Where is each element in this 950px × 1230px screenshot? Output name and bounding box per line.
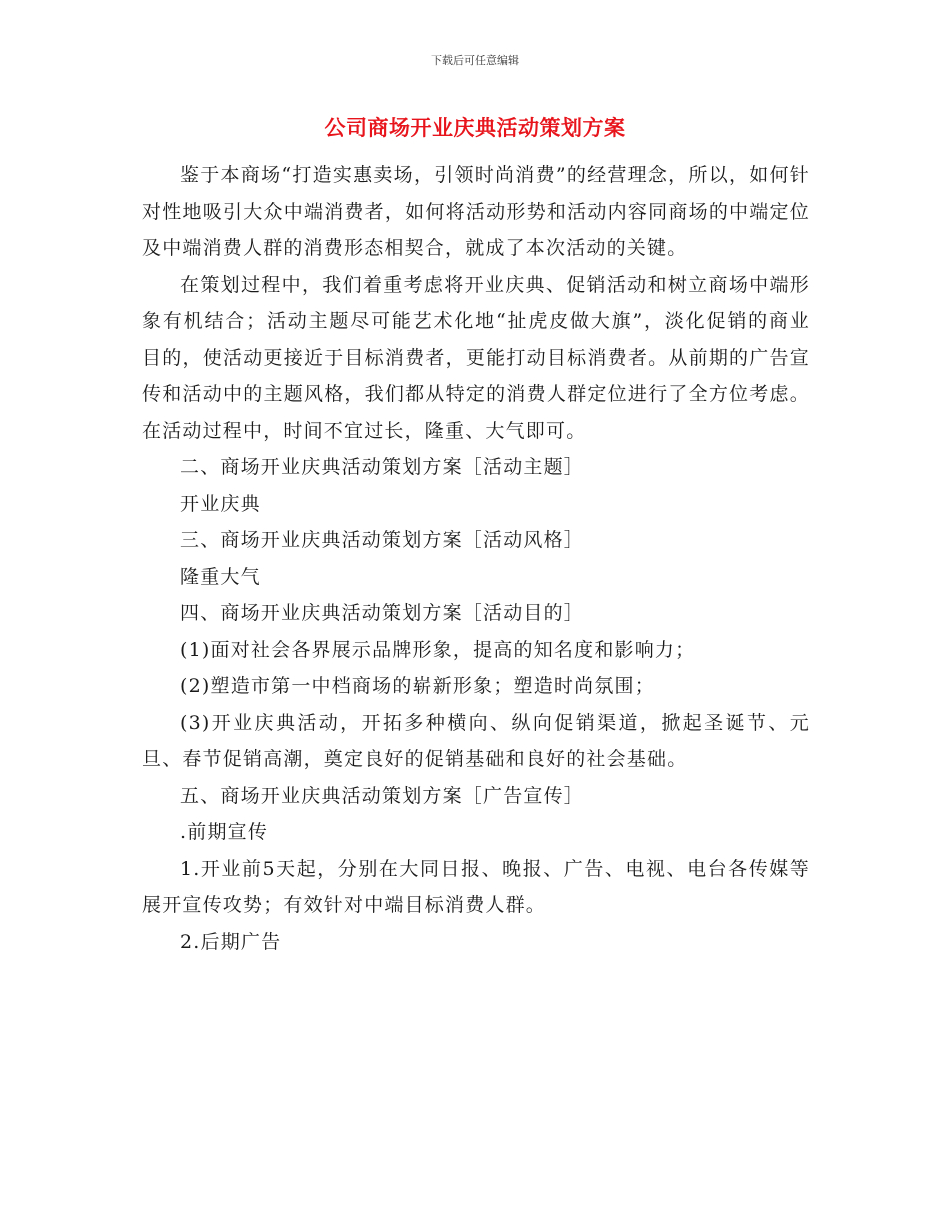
section-heading: 五、商场开业庆典活动策划方案［广告宣传］: [180, 784, 585, 807]
list-item: (2)塑造市第一中档商场的崭新形象；塑造时尚氛围；: [180, 675, 655, 697]
paragraph: 隆重大气: [180, 565, 261, 588]
section-heading: 四、商场开业庆典活动策划方案［活动目的］: [180, 602, 585, 624]
document-body: [142, 157, 810, 960]
paragraph: .前期宣传: [180, 821, 269, 843]
section-heading: 二、商场开业庆典活动策划方案［活动主题］: [180, 456, 585, 478]
paragraph: 在策划过程中，我们着重考虑将开业庆典、促销活动和树立商场中端形象有机结合；活动主题尽可能艺术化地“扯虎皮做大旗”，淡化促销的商业目的，使活动更接近于目标消费者，更能打动目标消费者。从前期的广告宣传和活动中的主题风格，我们都从特定的消费人群定位进行了全方位考虑。在活动过程中，时间不宜过长，隆重、大气即可。: [142, 273, 810, 442]
list-item: (1)面对社会各界展示品牌形象，提高的知名度和影响力；: [180, 638, 696, 661]
document-title: 公司商场开业庆典活动策划方案: [324, 116, 626, 140]
list-item: 1.开业前5天起，分别在大同日报、晚报、广告、电视、电台各传媒等展开宣传攻势；有效针对中端目标消费人群。: [142, 857, 810, 916]
paragraph: 开业庆典: [180, 492, 261, 515]
section-heading: 三、商场开业庆典活动策划方案［活动风格］: [180, 529, 585, 551]
list-item: 2.后期广告: [180, 930, 282, 953]
page-header: 下载后可任意编辑: [431, 54, 519, 67]
paragraph: 鉴于本商场“打造实惠卖场，引领时尚消费”的经营理念，所以，如何针对性地吸引大众中端消费者，如何将活动形势和活动内容同商场的中端定位及中端消费人群的消费形态相契合，就成了本次活动的关键。: [142, 164, 810, 259]
list-item: (3)开业庆典活动，开拓多种横向、纵向促销渠道，掀起圣诞节、元旦、春节促销高潮，奠定良好的促销基础和良好的社会基础。: [142, 711, 810, 770]
